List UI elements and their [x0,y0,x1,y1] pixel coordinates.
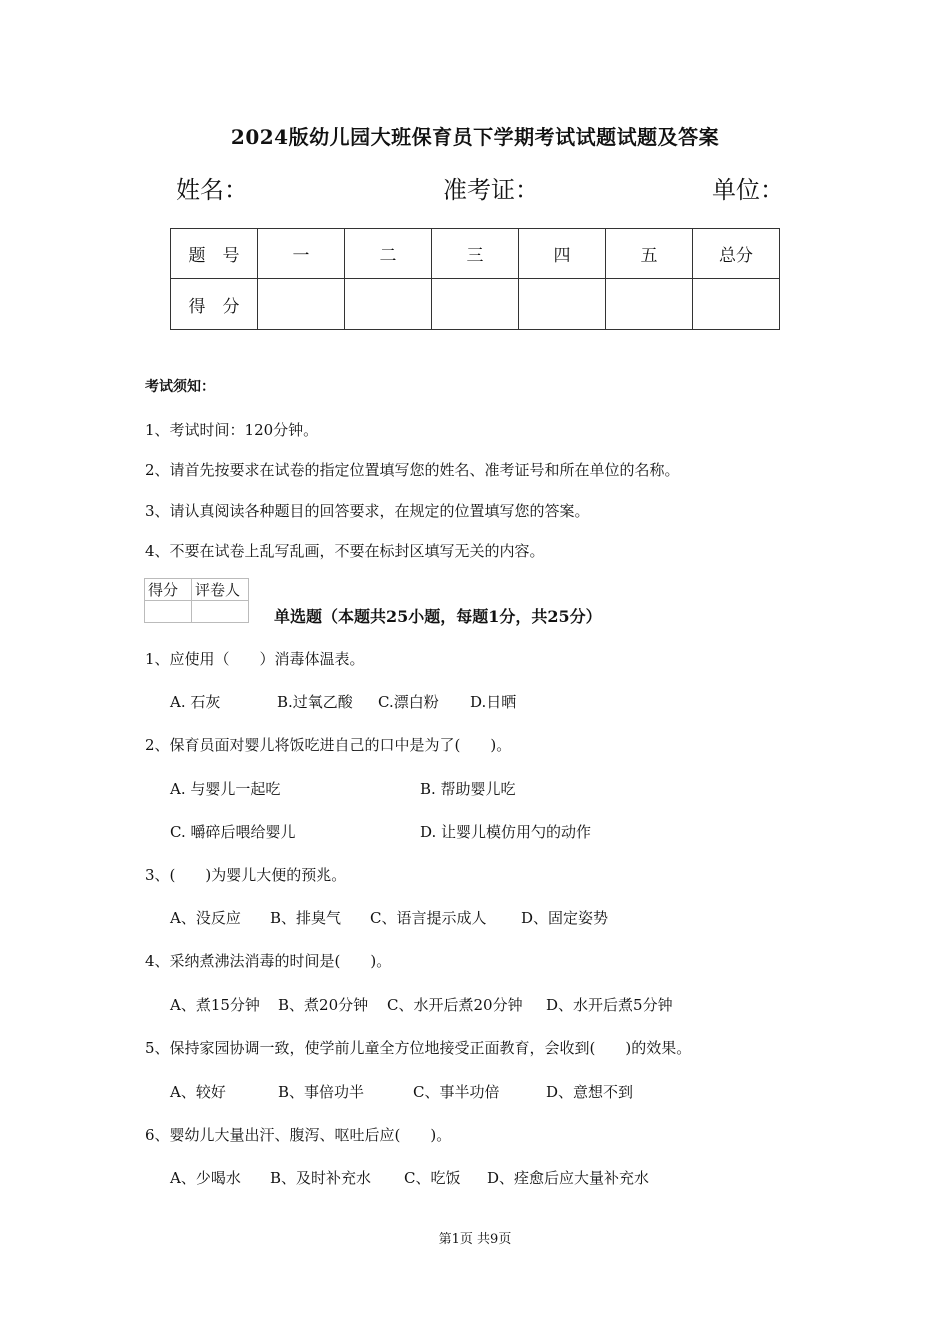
option: C、语言提示成人 [370,909,487,927]
score-table [170,228,780,330]
option: C、水开后煮20分钟 [387,996,523,1014]
score-table-cell: 四 [519,229,606,279]
score-table-cell: 题 号 [171,229,258,279]
section-title: 单选题（本题共25小题，每题1分，共25分） [274,607,602,626]
option: B、及时补充水 [270,1169,372,1187]
option: D.日晒 [470,693,517,711]
question-text: 2、保育员面对婴儿将饭吃进自己的口中是为了( )。 [145,736,512,754]
option: D、水开后煮5分钟 [546,996,673,1014]
option: A、较好 [170,1083,226,1101]
score-input-cell[interactable] [693,279,780,330]
option: D、意想不到 [546,1083,634,1101]
score-input-cell[interactable] [519,279,606,330]
grader-score-label: 得分 [145,579,192,601]
score-table-cell: 总分 [693,229,780,279]
option: B. 帮助婴儿吃 [420,780,516,798]
option: C. 嚼碎后喂给婴儿 [170,823,296,841]
exam-id-label: 准考证： [443,176,539,204]
option: C.漂白粉 [378,693,439,711]
score-table-cell: 一 [258,229,345,279]
notice-item: 2、请首先按要求在试卷的指定位置填写您的姓名、准考证号和所在单位的名称。 [145,461,680,479]
question-text: 4、采纳煮沸法消毒的时间是( )。 [145,952,392,970]
score-input-cell[interactable] [606,279,693,330]
unit-label: 单位： [712,176,784,204]
score-table-header-row [171,229,780,279]
question-text: 3、( )为婴儿大便的预兆。 [145,866,347,884]
option: C、事半功倍 [413,1083,500,1101]
option: A、没反应 [170,909,241,927]
notice-item: 4、不要在试卷上乱写乱画，不要在标封区填写无关的内容。 [145,542,545,560]
question-text: 5、保持家园协调一致，使学前儿童全方位地接受正面教育，会收到( )的效果。 [145,1039,692,1057]
name-label: 姓名： [176,176,248,204]
option: C、吃饭 [404,1169,461,1187]
option: D、痊愈后应大量补充水 [487,1169,650,1187]
score-table-cell: 三 [432,229,519,279]
notice-item: 1、考试时间：120分钟。 [145,421,319,439]
grader-name-label: 评卷人 [192,579,249,601]
question-text: 1、应使用（ ）消毒体温表。 [145,650,365,668]
score-row-label: 得 分 [171,279,258,330]
option: A. 与婴儿一起吃 [170,780,281,798]
score-input-cell[interactable] [258,279,345,330]
score-table-cell: 五 [606,229,693,279]
score-table-cell: 二 [345,229,432,279]
option: A、少喝水 [170,1169,241,1187]
score-input-cell[interactable] [432,279,519,330]
option: B、事倍功半 [278,1083,365,1101]
notice-heading: 考试须知： [145,379,215,395]
notice-item: 3、请认真阅读各种题目的回答要求，在规定的位置填写您的答案。 [145,502,590,520]
exam-title: 2024版幼儿园大班保育员下学期考试试题试题及答案 [230,125,720,149]
score-input-cell[interactable] [345,279,432,330]
grader-score-cell[interactable] [145,601,192,623]
option: D、固定姿势 [521,909,609,927]
page-footer: 第1页 共9页 [438,1232,512,1247]
option: A. 石灰 [170,693,221,711]
grader-box [144,578,249,623]
grader-name-cell[interactable] [192,601,249,623]
option: B、排臭气 [270,909,342,927]
option: A、煮15分钟 [170,996,260,1014]
option: B.过氧乙酸 [277,693,353,711]
option: D. 让婴儿模仿用勺的动作 [420,823,592,841]
option: B、煮20分钟 [278,996,369,1014]
question-text: 6、婴幼儿大量出汗、腹泻、呕吐后应( )。 [145,1126,452,1144]
score-table-score-row [171,279,780,330]
